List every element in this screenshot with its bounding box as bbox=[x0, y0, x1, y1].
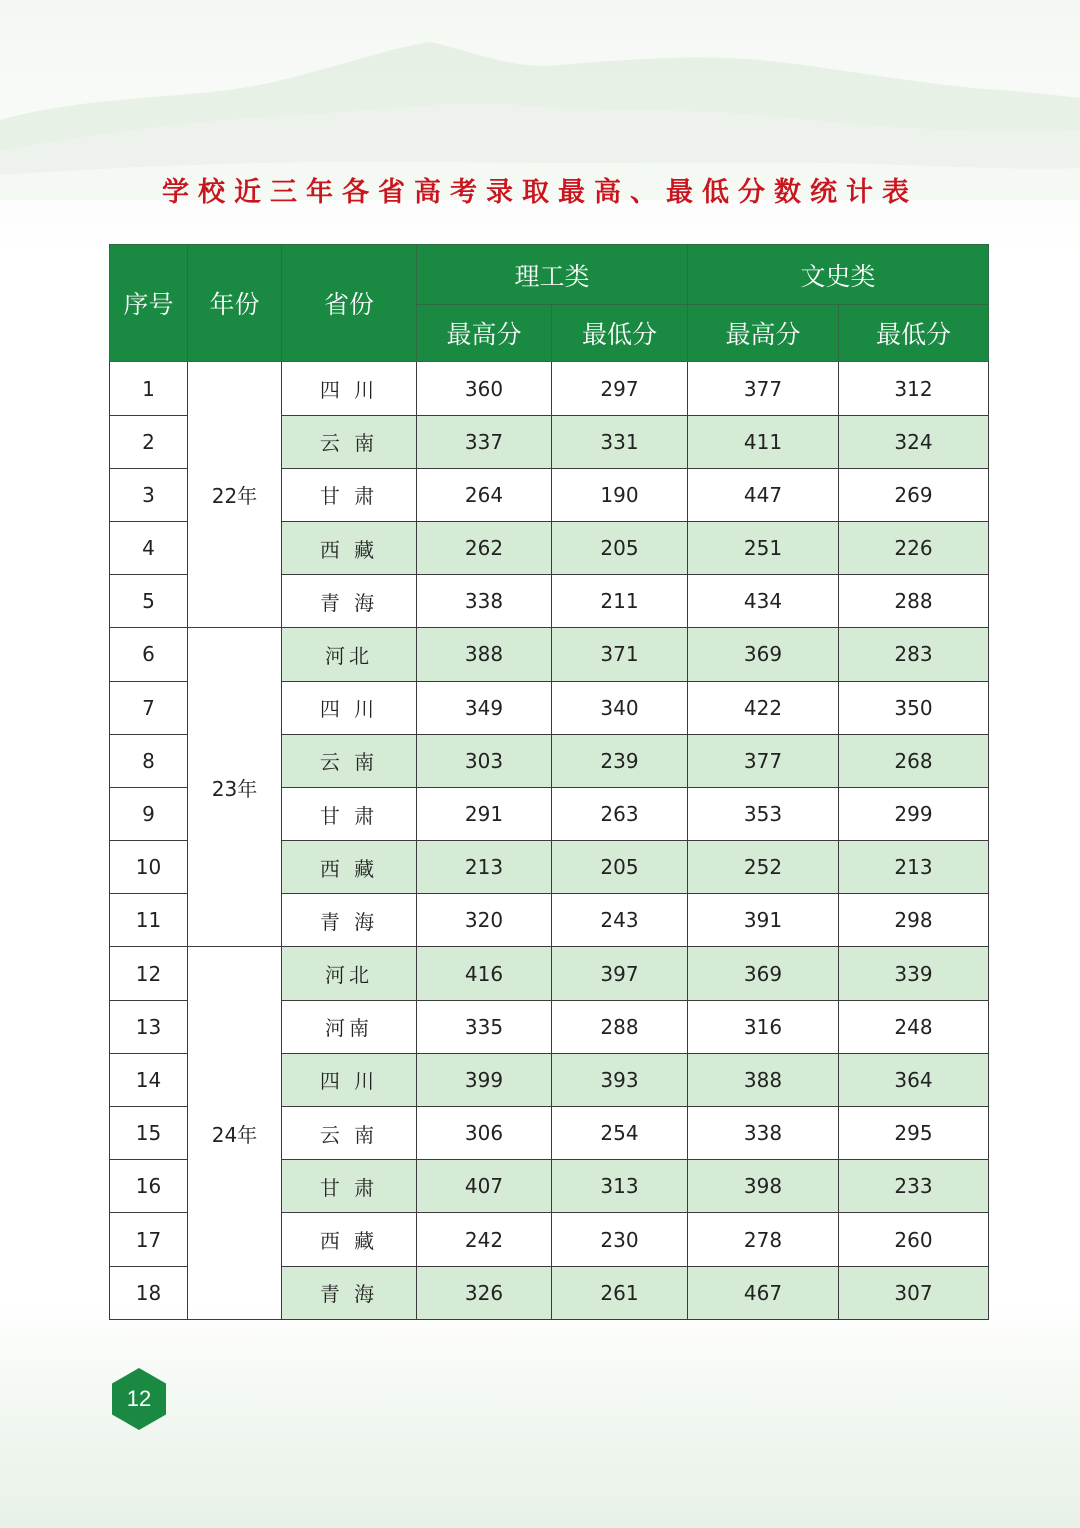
cell-seq: 12 bbox=[110, 947, 188, 1000]
cell-science-max: 335 bbox=[417, 1000, 552, 1053]
cell-year: 22年 bbox=[188, 362, 282, 628]
cell-seq: 6 bbox=[110, 628, 188, 681]
cell-science-max: 264 bbox=[417, 468, 552, 521]
cell-arts-max: 316 bbox=[688, 1000, 839, 1053]
cell-seq: 1 bbox=[110, 362, 188, 415]
cell-province: 河南 bbox=[282, 1000, 417, 1053]
cell-arts-min: 288 bbox=[839, 575, 989, 628]
cell-science-max: 306 bbox=[417, 1107, 552, 1160]
cell-province: 四 川 bbox=[282, 1053, 417, 1106]
cell-year: 24年 bbox=[188, 947, 282, 1320]
cell-science-max: 320 bbox=[417, 894, 552, 947]
cell-province: 河北 bbox=[282, 947, 417, 1000]
cell-seq: 7 bbox=[110, 681, 188, 734]
table-row bbox=[110, 362, 989, 415]
cell-science-min: 205 bbox=[552, 521, 688, 574]
cell-arts-max: 467 bbox=[688, 1266, 839, 1319]
cell-province: 甘 肃 bbox=[282, 787, 417, 840]
cell-science-min: 371 bbox=[552, 628, 688, 681]
cell-seq: 4 bbox=[110, 521, 188, 574]
cell-seq: 11 bbox=[110, 894, 188, 947]
header-row-groups bbox=[110, 245, 989, 305]
header-seq: 序号 bbox=[110, 245, 188, 362]
cell-province: 甘 肃 bbox=[282, 1160, 417, 1213]
cell-province: 云 南 bbox=[282, 415, 417, 468]
cell-province: 云 南 bbox=[282, 1107, 417, 1160]
cell-science-max: 360 bbox=[417, 362, 552, 415]
cell-seq: 9 bbox=[110, 787, 188, 840]
header-arts-min: 最低分 bbox=[839, 305, 989, 362]
cell-year: 23年 bbox=[188, 628, 282, 947]
cell-science-max: 303 bbox=[417, 734, 552, 787]
cell-arts-max: 398 bbox=[688, 1160, 839, 1213]
header-year: 年份 bbox=[188, 245, 282, 362]
cell-arts-max: 353 bbox=[688, 787, 839, 840]
cell-science-min: 313 bbox=[552, 1160, 688, 1213]
cell-arts-max: 377 bbox=[688, 734, 839, 787]
cell-science-max: 338 bbox=[417, 575, 552, 628]
cell-arts-max: 434 bbox=[688, 575, 839, 628]
cell-arts-max: 338 bbox=[688, 1107, 839, 1160]
cell-arts-min: 268 bbox=[839, 734, 989, 787]
cell-science-max: 337 bbox=[417, 415, 552, 468]
cell-science-min: 239 bbox=[552, 734, 688, 787]
header-science-min: 最低分 bbox=[552, 305, 688, 362]
cell-science-min: 340 bbox=[552, 681, 688, 734]
cell-science-max: 262 bbox=[417, 521, 552, 574]
page-title: 学校近三年各省高考录取最高、最低分数统计表 bbox=[162, 177, 918, 208]
cell-arts-min: 260 bbox=[839, 1213, 989, 1266]
cell-arts-max: 369 bbox=[688, 947, 839, 1000]
cell-province: 西 藏 bbox=[282, 841, 417, 894]
cell-seq: 13 bbox=[110, 1000, 188, 1053]
cell-seq: 15 bbox=[110, 1107, 188, 1160]
cell-arts-min: 324 bbox=[839, 415, 989, 468]
cell-seq: 16 bbox=[110, 1160, 188, 1213]
cell-province: 四 川 bbox=[282, 362, 417, 415]
cell-province: 甘 肃 bbox=[282, 468, 417, 521]
cell-science-max: 399 bbox=[417, 1053, 552, 1106]
cell-science-min: 190 bbox=[552, 468, 688, 521]
header-arts: 文史类 bbox=[688, 245, 989, 305]
cell-science-min: 331 bbox=[552, 415, 688, 468]
page-number-badge bbox=[107, 1367, 171, 1431]
cell-province: 青 海 bbox=[282, 575, 417, 628]
cell-science-max: 326 bbox=[417, 1266, 552, 1319]
cell-arts-min: 298 bbox=[839, 894, 989, 947]
cell-arts-min: 233 bbox=[839, 1160, 989, 1213]
cell-arts-max: 411 bbox=[688, 415, 839, 468]
cell-arts-max: 388 bbox=[688, 1053, 839, 1106]
cell-science-max: 242 bbox=[417, 1213, 552, 1266]
cell-seq: 18 bbox=[110, 1266, 188, 1319]
admission-scores-table bbox=[109, 244, 989, 1320]
table-row bbox=[110, 628, 989, 681]
cell-seq: 10 bbox=[110, 841, 188, 894]
cell-science-max: 388 bbox=[417, 628, 552, 681]
cell-science-min: 263 bbox=[552, 787, 688, 840]
cell-arts-min: 213 bbox=[839, 841, 989, 894]
cell-science-max: 291 bbox=[417, 787, 552, 840]
cell-arts-min: 269 bbox=[839, 468, 989, 521]
header-province: 省份 bbox=[282, 245, 417, 362]
cell-arts-min: 226 bbox=[839, 521, 989, 574]
cell-seq: 17 bbox=[110, 1213, 188, 1266]
cell-arts-min: 350 bbox=[839, 681, 989, 734]
header-science-max: 最高分 bbox=[417, 305, 552, 362]
cell-seq: 2 bbox=[110, 415, 188, 468]
cell-arts-max: 422 bbox=[688, 681, 839, 734]
cell-arts-max: 377 bbox=[688, 362, 839, 415]
cell-seq: 8 bbox=[110, 734, 188, 787]
cell-science-min: 254 bbox=[552, 1107, 688, 1160]
header-arts-max: 最高分 bbox=[688, 305, 839, 362]
cell-province: 西 藏 bbox=[282, 521, 417, 574]
cell-arts-max: 251 bbox=[688, 521, 839, 574]
cell-province: 青 海 bbox=[282, 1266, 417, 1319]
cell-province: 河北 bbox=[282, 628, 417, 681]
cell-science-max: 349 bbox=[417, 681, 552, 734]
cell-province: 青 海 bbox=[282, 894, 417, 947]
cell-arts-min: 283 bbox=[839, 628, 989, 681]
cell-arts-min: 312 bbox=[839, 362, 989, 415]
cell-science-min: 261 bbox=[552, 1266, 688, 1319]
cell-arts-max: 278 bbox=[688, 1213, 839, 1266]
cell-science-min: 230 bbox=[552, 1213, 688, 1266]
page-number: 12 bbox=[126, 1386, 152, 1411]
cell-science-min: 205 bbox=[552, 841, 688, 894]
cell-science-min: 297 bbox=[552, 362, 688, 415]
cell-arts-min: 299 bbox=[839, 787, 989, 840]
cell-arts-max: 369 bbox=[688, 628, 839, 681]
table-row bbox=[110, 947, 989, 1000]
cell-arts-min: 339 bbox=[839, 947, 989, 1000]
header-science: 理工类 bbox=[417, 245, 688, 305]
cell-arts-max: 252 bbox=[688, 841, 839, 894]
cell-science-max: 416 bbox=[417, 947, 552, 1000]
cell-seq: 3 bbox=[110, 468, 188, 521]
cell-province: 云 南 bbox=[282, 734, 417, 787]
cell-arts-min: 364 bbox=[839, 1053, 989, 1106]
cell-province: 四 川 bbox=[282, 681, 417, 734]
cell-science-max: 407 bbox=[417, 1160, 552, 1213]
cell-arts-min: 295 bbox=[839, 1107, 989, 1160]
cell-science-max: 213 bbox=[417, 841, 552, 894]
cell-arts-max: 391 bbox=[688, 894, 839, 947]
cell-science-min: 211 bbox=[552, 575, 688, 628]
cell-science-min: 243 bbox=[552, 894, 688, 947]
cell-science-min: 393 bbox=[552, 1053, 688, 1106]
cell-science-min: 397 bbox=[552, 947, 688, 1000]
cell-science-min: 288 bbox=[552, 1000, 688, 1053]
cell-seq: 14 bbox=[110, 1053, 188, 1106]
cell-arts-min: 248 bbox=[839, 1000, 989, 1053]
cell-arts-min: 307 bbox=[839, 1266, 989, 1319]
cell-seq: 5 bbox=[110, 575, 188, 628]
cell-province: 西 藏 bbox=[282, 1213, 417, 1266]
cell-arts-max: 447 bbox=[688, 468, 839, 521]
